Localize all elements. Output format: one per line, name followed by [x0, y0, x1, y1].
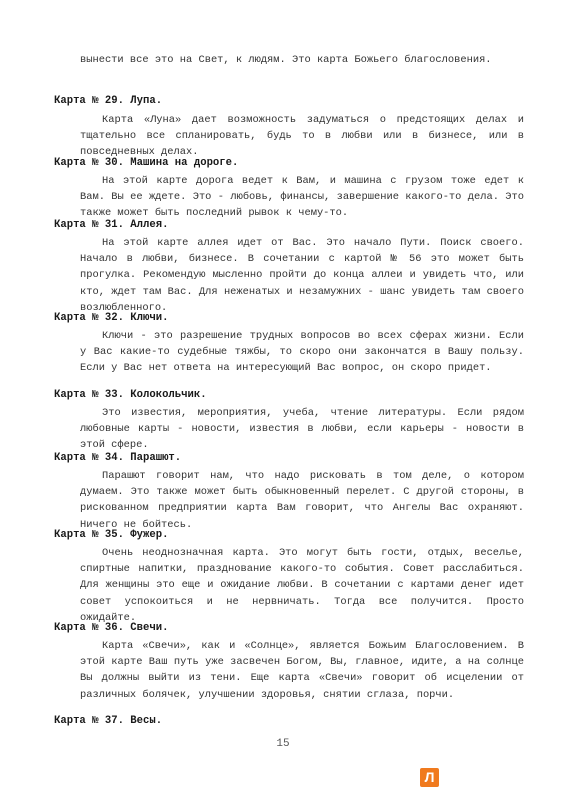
card-34-heading: Карта № 34. Парашют. — [54, 452, 182, 464]
card-31-text: На этой карте аллея идет от Вас. Это начало Пути. Поиск своего. Начало в любви, бизнесе. В сочетании с картой № 56 это может быть прогулка. Рекомендую мысленно пройти до конца аллеи и увидеть что, или кто, ждет там Вас. Для неженатых и незамужних - шанс увидеть там своего возлюбленного. — [80, 237, 524, 314]
logo-letter: Л — [424, 769, 435, 785]
card-33-heading: Карта № 33. Колокольчик. — [54, 389, 207, 401]
card-30-heading: Карта № 30. Машина на дороге. — [54, 157, 239, 169]
card-36-text: Карта «Свечи», как и «Солнце», является Божьим Благословением. В этой карте Ваш путь уже засвечен Богом, Вы, главное, идите, а на солнце Вы должны выйти из тени. Еще карта «Свечи» говорит об исцелении от различных болячек, улучшении здоровья, снятии сглаза, порчи. — [80, 640, 524, 701]
card-35-text: Очень неоднозначная карта. Это могут быть гости, отдых, веселье, спиртные напитки, празднование какого-то события. Совет расслабиться. Для женщины это еще и ожидание любви. В сочетании с картами денег идет совет успокоиться и не нервничать. Тогда все получится. Просто ожидайте. — [80, 547, 524, 624]
card-37-heading: Карта № 37. Весы. — [54, 715, 163, 727]
card-34-text: Парашют говорит нам, что надо рисковать в том деле, о котором думаем. Это также может быть обыкновенный перелет. С другой стороны, в рискованном предприятии карта Вам говорит, что Ангелы Вас охраняют. Ничего не бойтесь. — [80, 470, 524, 531]
publisher-logo — [420, 768, 439, 787]
card-29-text: Карта «Луна» дает возможность задуматься о предстоящих делах и тщательно все спланировать, будь то в любви или в бизнесе, или в повседневных делах. — [80, 114, 524, 159]
card-33-text: Это известия, мероприятия, учеба, чтение литературы. Если рядом любовные карты - новости, известия в любви, если карьеры - новости в этой сфере. — [80, 407, 524, 452]
continuation-paragraph: вынести все это на Свет, к людям. Это карта Божьего благословения. — [80, 54, 492, 66]
card-35-heading: Карта № 35. Фужер. — [54, 529, 169, 541]
card-32-text: Ключи - это разрешение трудных вопросов во всех сферах жизни. Если у Вас какие-то судебные тяжбы, то скоро они закончатся в Вашу пользу. Если у Вас нет ответа на интересующий Вас вопрос, он скоро придет. — [80, 330, 524, 375]
card-36-heading: Карта № 36. Свечи. — [54, 622, 169, 634]
card-32-heading: Карта № 32. Ключи. — [54, 312, 169, 324]
page-number: 15 — [276, 738, 290, 750]
card-29-heading: Карта № 29. Лупа. — [54, 95, 163, 107]
card-31-heading: Карта № 31. Аллея. — [54, 219, 169, 231]
card-30-text: На этой карте дорога ведет к Вам, и машина с грузом тоже едет к Вам. Вы ее ждете. Это - любовь, финансы, завершение какого-то дела. Это также может быть последний рывок к чему-то. — [80, 175, 524, 220]
